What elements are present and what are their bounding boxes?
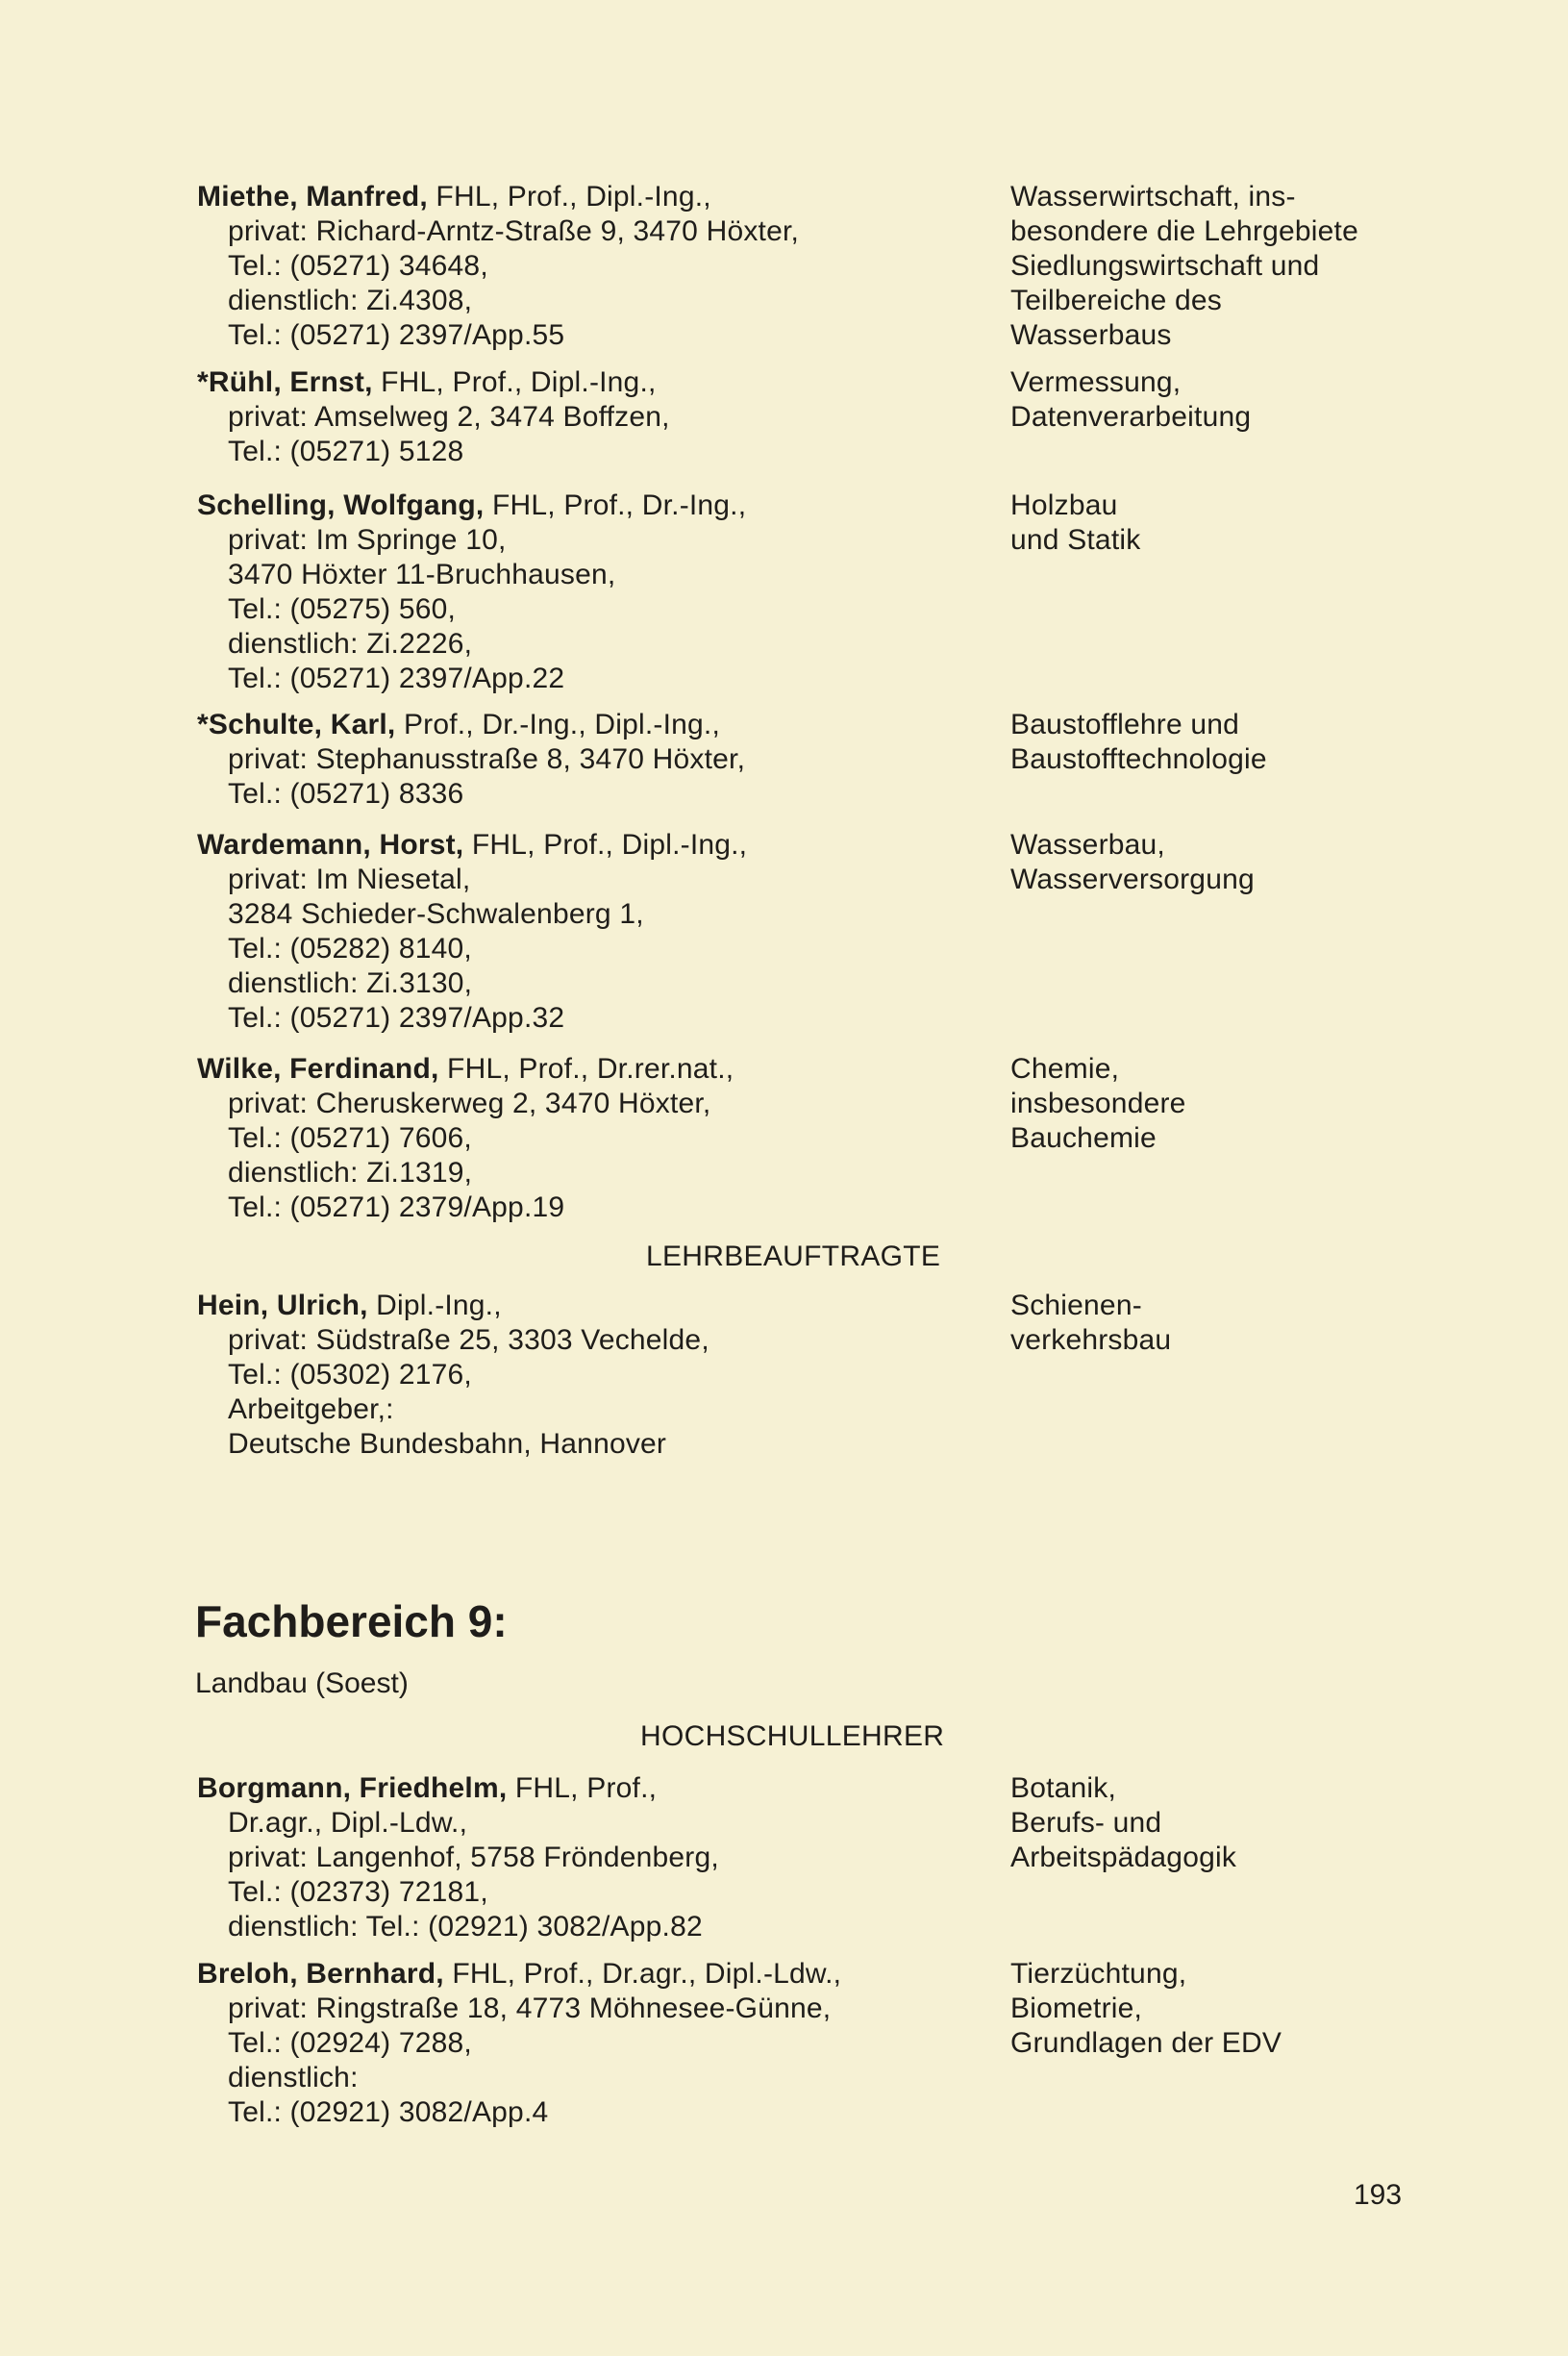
person-block	[197, 489, 985, 696]
detail-line: Tel.: (05271) 2397/App.55	[228, 319, 565, 351]
detail-line: dienstlich: Tel.: (02921) 3082/App.82	[228, 1911, 703, 1942]
subject-line: Berufs- und	[1010, 1807, 1162, 1839]
subject-block	[1010, 1957, 1549, 2061]
person-title: Dipl.-Ing.,	[367, 1290, 502, 1321]
subject-line: Tierzüchtung,	[1010, 1958, 1187, 1990]
subject-line: Botanik,	[1010, 1772, 1116, 1804]
subject-block	[1010, 489, 1549, 558]
person-title: FHL, Prof., Dipl.-Ing.,	[427, 181, 711, 213]
subject-line: Holzbau	[1010, 489, 1118, 521]
person-title: FHL, Prof., Dipl.-Ing.,	[372, 366, 657, 398]
person-name: Wardemann, Horst,	[197, 829, 464, 861]
subject-block	[1010, 365, 1549, 435]
person-title: FHL, Prof., Dr.agr., Dipl.-Ldw.,	[443, 1958, 842, 1990]
person-name: Breloh, Bernhard,	[197, 1958, 444, 1990]
person-name: Schelling, Wolfgang,	[197, 489, 485, 521]
detail-line: privat: Cheruskerweg 2, 3470 Höxter,	[228, 1088, 711, 1119]
detail-line: Deutsche Bundesbahn, Hannover	[228, 1428, 667, 1460]
person-block	[197, 1771, 985, 1944]
detail-line: privat: Im Niesetal,	[228, 864, 471, 895]
person-name: Miethe, Manfred,	[197, 181, 428, 213]
detail-line: Tel.: (05271) 7606,	[228, 1122, 472, 1154]
detail-line: Tel.: (02373) 72181,	[228, 1876, 488, 1908]
person-block	[197, 828, 985, 1036]
section-heading-lehrbeauftragte: LEHRBEAUFTRAGTE	[646, 1241, 941, 1272]
person-block	[197, 708, 985, 812]
subject-line: Datenverarbeitung	[1010, 401, 1252, 433]
person-block	[197, 1957, 985, 2130]
detail-line: 3470 Höxter 11-Bruchhausen,	[228, 559, 616, 590]
detail-line: privat: Im Springe 10,	[228, 524, 507, 556]
subject-line: verkehrsbau	[1010, 1324, 1172, 1356]
person-title: FHL, Prof., Dipl.-Ing.,	[463, 829, 748, 861]
subject-block	[1010, 828, 1549, 897]
person-name: Borgmann, Friedhelm,	[197, 1772, 508, 1804]
detail-line: privat: Südstraße 25, 3303 Vechelde,	[228, 1324, 709, 1356]
detail-line: dienstlich: Zi.1319,	[228, 1157, 473, 1189]
subject-line: und Statik	[1010, 524, 1141, 556]
detail-line: 3284 Schieder-Schwalenberg 1,	[228, 898, 644, 930]
detail-line: Tel.: (05271) 8336	[228, 778, 464, 810]
subject-line: Biometrie,	[1010, 1993, 1143, 2024]
detail-line: privat: Richard-Arntz-Straße 9, 3470 Höxter,	[228, 215, 800, 247]
person-block	[197, 180, 985, 353]
subject-line: Baustofftechnologie	[1010, 743, 1267, 775]
detail-line: Tel.: (05271) 2397/App.22	[228, 663, 565, 694]
detail-line: Tel.: (05275) 560,	[228, 593, 457, 625]
person-title: FHL, Prof., Dr.-Ing.,	[484, 489, 747, 521]
subject-line: Arbeitspädagogik	[1010, 1842, 1237, 1873]
detail-line: Dr.agr., Dipl.-Ldw.,	[228, 1807, 468, 1839]
subject-line: Baustofflehre und	[1010, 709, 1240, 740]
subject-line: Chemie,	[1010, 1053, 1120, 1085]
subject-line: Wasserversorgung	[1010, 864, 1255, 895]
person-title: FHL, Prof., Dr.rer.nat.,	[438, 1053, 734, 1085]
subject-block	[1010, 1771, 1549, 1875]
subject-line: Siedlungswirtschaft und	[1010, 250, 1320, 282]
subject-block	[1010, 708, 1549, 777]
detail-line: dienstlich: Zi.3130,	[228, 967, 473, 999]
subject-line: Vermessung,	[1010, 366, 1182, 398]
fachbereich-title: Fachbereich 9:	[195, 1596, 508, 1646]
subject-line: Grundlagen der EDV	[1010, 2027, 1282, 2059]
subject-line: Schienen-	[1010, 1290, 1142, 1321]
person-name: *Rühl, Ernst,	[197, 366, 373, 398]
person-block	[197, 1289, 985, 1462]
detail-line: privat: Amselweg 2, 3474 Boffzen,	[228, 401, 670, 433]
subject-block	[1010, 1289, 1549, 1358]
detail-line: privat: Stephanusstraße 8, 3470 Höxter,	[228, 743, 746, 775]
page-number: 193	[1354, 2179, 1403, 2211]
detail-line: privat: Ringstraße 18, 4773 Möhnesee-Günne,	[228, 1993, 832, 2024]
detail-line: Tel.: (05271) 2379/App.19	[228, 1191, 565, 1223]
subject-line: Teilbereiche des	[1010, 285, 1222, 316]
detail-line: Arbeitgeber,:	[228, 1393, 394, 1425]
detail-line: Tel.: (05271) 34648,	[228, 250, 488, 282]
subject-line: Wasserbau,	[1010, 829, 1165, 861]
person-name: *Schulte, Karl,	[197, 709, 396, 740]
detail-line: dienstlich: Zi.4308,	[228, 285, 473, 316]
detail-line: dienstlich: Zi.2226,	[228, 628, 473, 660]
detail-line: Tel.: (02921) 3082/App.4	[228, 2096, 549, 2128]
detail-line: Tel.: (05282) 8140,	[228, 933, 472, 965]
subject-line: insbesondere	[1010, 1088, 1186, 1119]
person-block	[197, 1052, 985, 1225]
detail-line: Tel.: (05271) 2397/App.32	[228, 1002, 565, 1034]
subject-block	[1010, 1052, 1549, 1156]
person-title: Prof., Dr.-Ing., Dipl.-Ing.,	[395, 709, 720, 740]
section-heading-hochschullehrer: HOCHSCHULLEHRER	[640, 1720, 945, 1752]
person-title: FHL, Prof.,	[507, 1772, 658, 1804]
subject-line: Wasserwirtschaft, ins-	[1010, 181, 1296, 213]
person-name: Wilke, Ferdinand,	[197, 1053, 439, 1085]
detail-line: dienstlich:	[228, 2062, 359, 2093]
subject-block	[1010, 180, 1549, 353]
detail-line: privat: Langenhof, 5758 Fröndenberg,	[228, 1842, 719, 1873]
person-name: Hein, Ulrich,	[197, 1290, 368, 1321]
subject-line: besondere die Lehrgebiete	[1010, 215, 1358, 247]
detail-line: Tel.: (05271) 5128	[228, 436, 464, 467]
fachbereich-subtitle: Landbau (Soest)	[195, 1667, 409, 1699]
subject-line: Bauchemie	[1010, 1122, 1157, 1154]
detail-line: Tel.: (02924) 7288,	[228, 2027, 472, 2059]
person-block	[197, 365, 985, 469]
subject-line: Wasserbaus	[1010, 319, 1172, 351]
detail-line: Tel.: (05302) 2176,	[228, 1359, 472, 1391]
